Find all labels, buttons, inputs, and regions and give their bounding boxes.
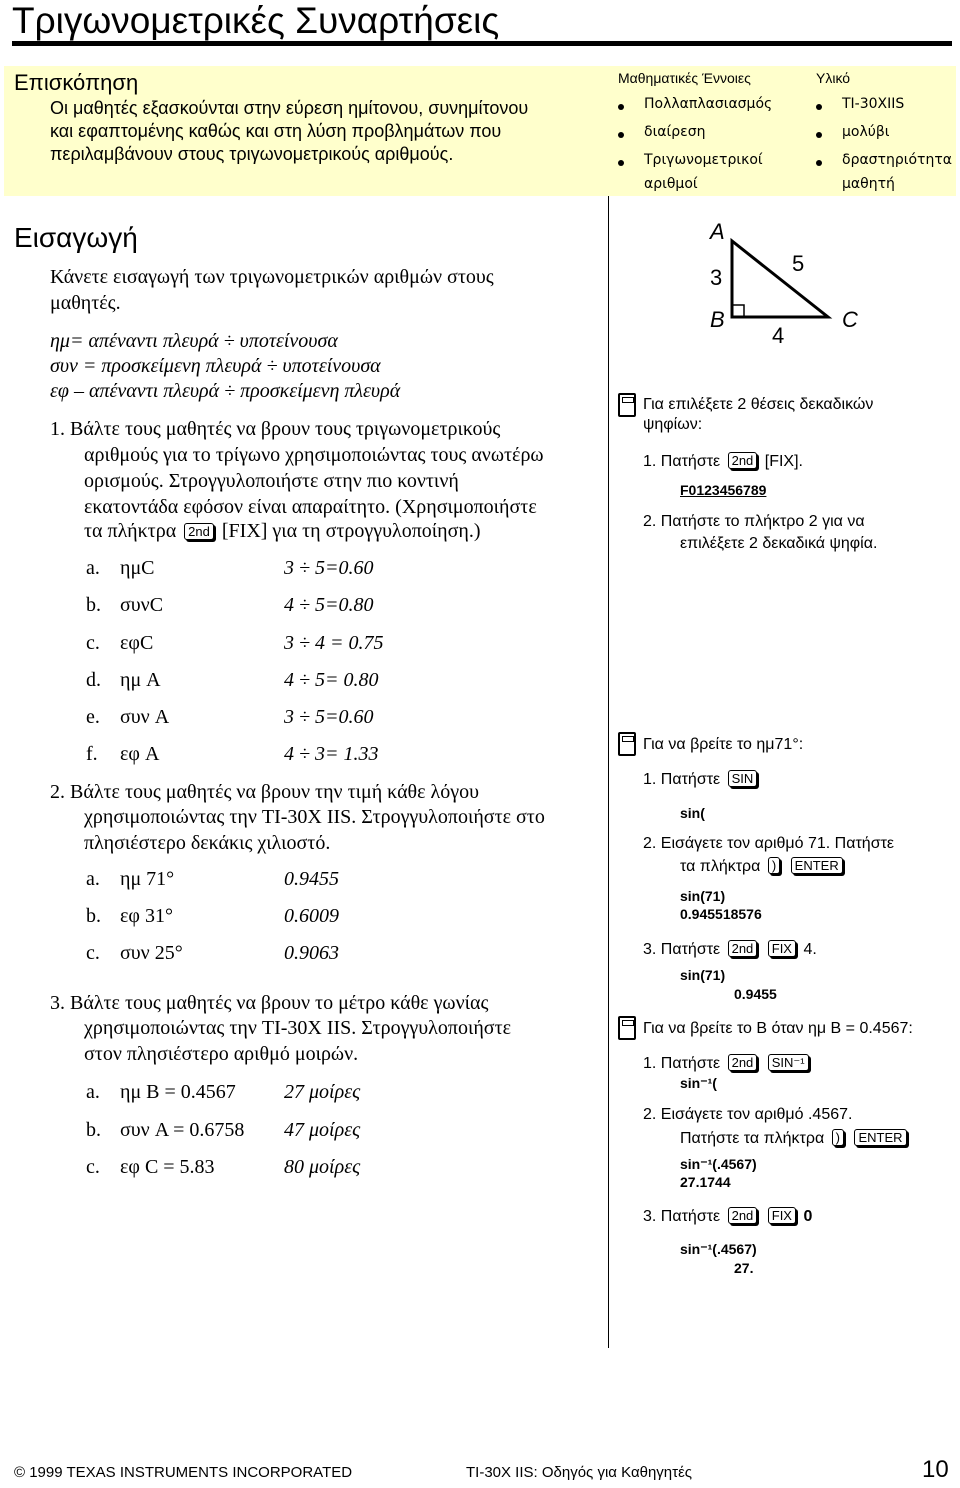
item-letter: a. [86,557,100,579]
side-ab-label: 3 [710,265,723,290]
item-answer: 3 ÷ 5=0.60 [284,557,374,579]
key-fix-icon: FIX [768,940,796,957]
item-letter: c. [86,632,100,654]
calc-display: sin⁻¹(.4567) [680,1241,757,1257]
right-angle-mark [732,305,744,317]
step-line [643,1054,812,1073]
text-line: χρησιμοποιώντας την TI-30X IIS. Στρογγυλοποιήστε στο [84,806,545,828]
step-line [643,940,817,959]
calc-display: F0123456789 [680,482,767,498]
text-line: 1. Βάλτε τους μαθητές να βρουν τους τριγωνομετρικούς [50,418,501,440]
text-line: χρησιμοποιώντας την TI-30X IIS. Στρογγυλοποιήστε [84,1017,512,1039]
text-fragment: [FIX] για τη στρογγυλοποίηση.) [221,520,481,542]
side-heading: Για να βρείτε το B όταν ημ B = 0.4567: [643,1020,913,1037]
text-fragment: 3. Πατήστε [643,1208,721,1225]
text-fragment: [FIX]. [764,453,803,470]
vertex-b-label: B [710,307,725,332]
item-answer: 0.9455 [284,868,339,890]
key-2nd-icon: 2nd [728,1054,758,1071]
overview-text [50,97,610,166]
text-fragment: 4. [803,941,817,958]
item-letter: f. [86,743,98,765]
text-line: μαθητές. [50,292,121,314]
item-letter: d. [86,669,101,691]
item-answer: 4 ÷ 5= 0.80 [284,669,379,691]
calc-display: sin( [680,805,705,821]
item-letter: b. [86,905,101,927]
item-function: ημ B = 0.4567 [120,1081,236,1103]
triangle-diagram [690,215,880,345]
item-function: ημC [120,557,155,579]
bullet-icon [816,104,822,110]
calc-display: sin⁻¹(.4567) [680,1156,757,1172]
item-function: εφ 31° [120,905,173,927]
text-fragment: 1. Πατήστε [643,1055,721,1072]
bullet-icon [618,104,624,110]
text-fragment: 0 [803,1208,813,1225]
calc-display: 27. [734,1260,754,1276]
step-line: 2. Πατήστε το πλήκτρο 2 για να [643,513,865,530]
text-line: αριθμούς για το τρίγωνο χρησιμοποιώντας τους ανωτέρω [84,444,544,466]
calculator-icon [618,393,636,417]
page-number: 10 [922,1456,949,1483]
key-2nd-icon: 2nd [184,523,214,540]
text-fragment: τα πλήκτρα [84,520,177,542]
page-title: Τριγωνομετρικές Συναρτήσεις [12,0,500,41]
key-enter-icon: ENTER [854,1129,906,1146]
materials-heading: Υλικό [816,70,851,86]
step-line: 2. Εισάγετε τον αριθμό .4567. [643,1106,853,1123]
list-item: Πολλαπλασιασμός [644,96,773,112]
bullet-icon [816,160,822,166]
item-answer: 0.9063 [284,942,339,964]
item-function: συν A = 0.6758 [120,1119,245,1141]
key-paren-icon: ) [832,1129,844,1146]
definition-sin: ημ= απέναντι πλευρά ÷ υποτείνουσα [50,330,338,352]
calc-display: sin⁻¹( [680,1075,717,1091]
side-bc-label: 4 [772,323,785,345]
side-heading: Για να βρείτε το ημ71°: [643,736,804,753]
item-answer: 4 ÷ 5=0.80 [284,594,374,616]
text-line: Κάνετε εισαγωγή των τριγωνομετρικών αριθμών στους [50,266,494,288]
vertex-c-label: C [842,307,858,332]
title-rule [12,41,952,46]
vertex-a-label: A [710,219,725,244]
calc-display: 27.1744 [680,1174,731,1190]
item-function: συν A [120,706,170,728]
calculator-icon [618,1016,636,1040]
item-function: εφ C = 5.83 [120,1156,215,1178]
definition-tan: εφ – απέναντι πλευρά ÷ προσκείμενη πλευρά [50,380,401,402]
item-function: συν 25° [120,942,183,964]
item-function: συνC [120,594,164,616]
list-item: μαθητή [842,176,895,192]
text-fragment: 1. Πατήστε [643,771,721,788]
item-function: ημ 71° [120,868,175,890]
bullet-icon [816,132,822,138]
overview-line: και εφαπτομένης καθώς και στη λύση προβλημάτων που [50,121,502,141]
key-fix-icon: FIX [768,1207,796,1224]
text-line: στον πλησιέστερο αριθμό μοιρών. [84,1043,359,1065]
list-item: δραστηριότητα [842,152,953,168]
bullet-icon [618,132,624,138]
overview-line: περιλαμβάνουν στους τριγωνομετρικούς αριθμούς. [50,144,454,164]
overview-heading: Επισκόπηση [14,70,139,95]
footer-copyright: © 1999 TEXAS INSTRUMENTS INCORPORATED [14,1464,353,1481]
item-letter: a. [86,1081,100,1103]
item-answer: 47 μοίρες [284,1119,361,1141]
concepts-heading: Μαθηματικές Έννοιες [618,70,751,86]
text-line: 3. Βάλτε τους μαθητές να βρουν το μέτρο κάθε γωνίας [50,992,489,1014]
item-answer: 3 ÷ 4 = 0.75 [284,632,384,654]
step-line: επιλέξετε 2 δεκαδικά ψηφία. [680,535,878,552]
calculator-icon [618,732,636,756]
item-function: εφ A [120,743,160,765]
overview-line: Οι μαθητές εξασκούνται στην εύρεση ημίτονου, συνημίτονου [50,98,529,118]
key-2nd-icon: 2nd [728,452,758,469]
column-divider [608,196,609,1348]
key-sin-icon: SIN [728,770,758,787]
text-fragment: 3. Πατήστε [643,941,721,958]
text-line: εκατοντάδα εφόσον είναι απαραίτητο. (Χρησιμοποιήστε [84,496,537,518]
bullet-icon [618,160,624,166]
item-letter: b. [86,594,101,616]
step-line: 2. Εισάγετε τον αριθμό 71. Πατήστε [643,835,895,852]
step-line [680,857,846,876]
side-heading: Για επιλέξετε 2 θέσεις δεκαδικών [643,396,874,413]
calc-display: 0.9455 [734,986,777,1002]
intro-heading: Εισαγωγή [14,222,138,253]
triangle-shape [732,241,828,317]
key-enter-icon: ENTER [791,857,843,874]
text-fragment: τα πλήκτρα [680,858,761,875]
item-answer: 27 μοίρες [284,1081,361,1103]
item-letter: a. [86,868,100,890]
key-paren-icon: ) [768,857,780,874]
step-line [643,1207,812,1226]
step-line [643,770,760,789]
text-line [84,520,481,543]
item-letter: c. [86,942,100,964]
list-item: TI-30XIIS [842,96,905,112]
item-answer: 80 μοίρες [284,1156,361,1178]
footer-guide: TI-30X IIS: Οδηγός για Καθηγητές [466,1464,692,1481]
text-line: πλησιέστερο δεκάκις χιλιοστό. [84,832,331,854]
key-sin-inverse-icon: SIN⁻¹ [768,1054,809,1071]
item-function: ημ A [120,669,161,691]
key-2nd-icon: 2nd [728,940,758,957]
step-line [680,1129,910,1148]
text-fragment: 1. Πατήστε [643,453,721,470]
list-item: διαίρεση [644,124,706,140]
step-line [643,452,803,471]
definition-cos: συν = προσκείμενη πλευρά ÷ υποτείνουσα [50,355,381,377]
text-fragment: Πατήστε τα πλήκτρα [680,1130,825,1147]
item-letter: b. [86,1119,101,1141]
item-letter: c. [86,1156,100,1178]
item-answer: 3 ÷ 5=0.60 [284,706,374,728]
text-line: 2. Βάλτε τους μαθητές να βρουν την τιμή κάθε λόγου [50,781,479,803]
calc-display: 0.945518576 [680,906,762,922]
text-line: ορισμούς. Στρογγυλοποιήστε στην πιο κοντινή [84,470,459,492]
item-answer: 0.6009 [284,905,339,927]
side-ac-label: 5 [792,251,805,276]
calc-display: sin(71) [680,888,726,904]
side-heading: ψηφίων: [643,416,703,433]
item-answer: 4 ÷ 3= 1.33 [284,743,379,765]
item-letter: e. [86,706,100,728]
key-2nd-icon: 2nd [728,1207,758,1224]
calc-display: sin(71) [680,967,726,983]
item-function: εφC [120,632,154,654]
list-item: αριθμοί [644,176,698,192]
list-item: μολύβι [842,124,890,140]
list-item: Τριγωνομετρικοί [644,152,763,168]
